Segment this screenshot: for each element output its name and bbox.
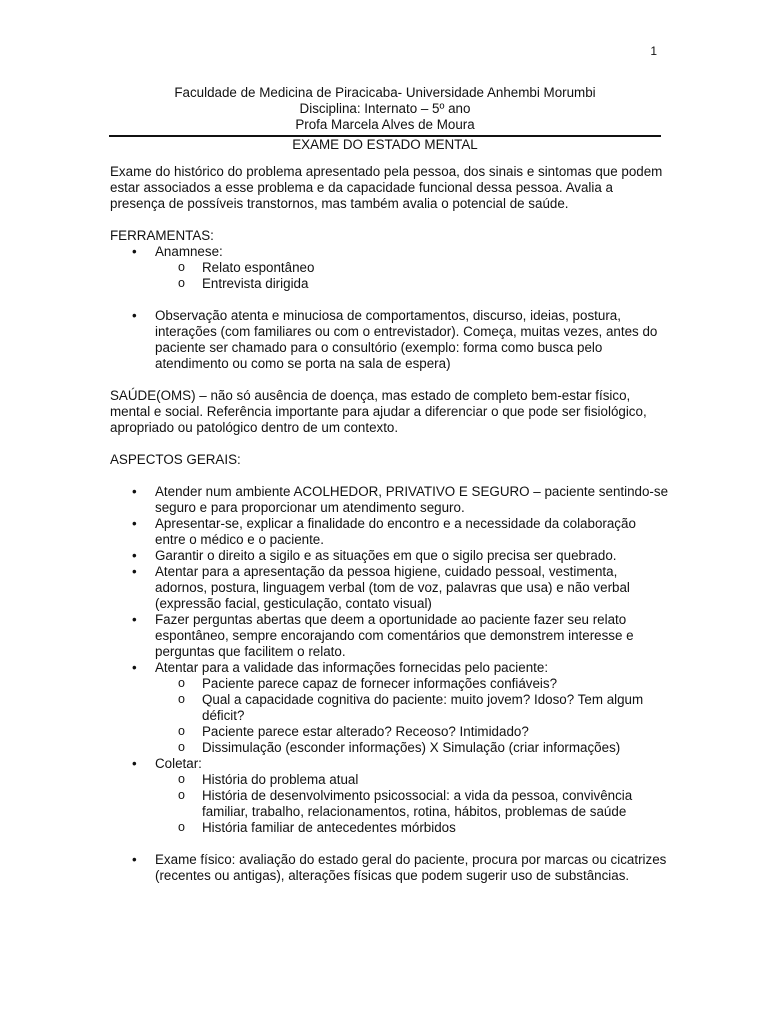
aspectos-heading: ASPECTOS GERAIS: [110, 452, 241, 467]
aspectos-list [110, 484, 670, 836]
sub-list-item: o História do problema atual [155, 772, 670, 788]
list-item: • Atentar para a apresentação da pessoa higiene, cuidado pessoal, vestimenta, adornos, postura, linguagem verbal (tom de voz, palavras que usa) e não verbal (expressão facial, gesticulação, contato visual) [110, 564, 670, 612]
validade-label: Atentar para a validade das informações fornecidas pelo paciente: [155, 660, 549, 675]
list-item: • Apresentar-se, explicar a finalidade do encontro e a necessidade da colaboração entre o médico e o paciente. [110, 516, 670, 548]
observacao-list [110, 308, 670, 372]
list-item: • Observação atenta e minuciosa de comportamentos, discurso, ideias, postura, interações (com familiares ou com o entrevistador). Começa, muitas vezes, antes do paciente ser chamado para o consultório (exemplo: forma como busca pelo atendimento ou como se porta na sala de espera) [110, 308, 670, 372]
page-number: 1 [650, 44, 657, 58]
sub-list-item: o História de desenvolvimento psicossocial: a vida da pessoa, convivência familiar, trabalho, relacionamentos, rotina, hábitos, problemas de saúde [155, 788, 670, 820]
institution-line: Faculdade de Medicina de Piracicaba- Universidade Anhembi Morumbi [174, 85, 596, 100]
list-item [110, 244, 670, 292]
document-header [110, 85, 660, 153]
professor-line: Profa Marcela Alves de Moura [295, 117, 475, 132]
coletar-sublist [155, 772, 670, 836]
coletar-label: Coletar: [155, 756, 202, 771]
validade-sublist [155, 676, 670, 756]
sub-list-item: o Paciente parece capaz de fornecer informações confiáveis? [155, 676, 670, 692]
sub-list-item: o Dissimulação (esconder informações) X Simulação (criar informações) [155, 740, 670, 756]
intro-paragraph: Exame do histórico do problema apresentado pela pessoa, dos sinais e sintomas que podem estar associados a esse problema e da capacidade funcional dessa pessoa. Avalia a presença de possíveis transtornos, mas também avalia o potencial de saúde. [110, 164, 663, 211]
list-item [110, 756, 670, 836]
sub-list-item: o Entrevista dirigida [155, 276, 670, 292]
list-item: • Garantir o direito a sigilo e as situações em que o sigilo precisa ser quebrado. [110, 548, 670, 564]
document-body [110, 164, 670, 884]
sub-list-item: o Relato espontâneo [155, 260, 670, 276]
list-item: • Atender num ambiente ACOLHEDOR, PRIVATIVO E SEGURO – paciente sentindo-se seguro e para proporcionar um atendimento seguro. [110, 484, 670, 516]
document-title: EXAME DO ESTADO MENTAL [292, 137, 478, 152]
anamnese-label: Anamnese: [155, 244, 223, 259]
ferramentas-list [110, 244, 670, 292]
anamnese-sublist [155, 260, 670, 292]
list-item: • Exame físico: avaliação do estado geral do paciente, procura por marcas ou cicatrizes (recentes ou antigas), alterações físicas que podem sugerir uso de substâncias. [110, 852, 670, 884]
sub-list-item: o Paciente parece estar alterado? Receoso? Intimidado? [155, 724, 670, 740]
sub-list-item: o História familiar de antecedentes mórbidos [155, 820, 670, 836]
discipline-line: Disciplina: Internato – 5º ano [299, 101, 471, 116]
list-item: • Fazer perguntas abertas que deem a oportunidade ao paciente fazer seu relato espontâneo, sempre encorajando com comentários que demonstrem interesse e perguntas que facilitem o relato. [110, 612, 670, 660]
list-item [110, 660, 670, 756]
saude-paragraph: SAÚDE(OMS) – não só ausência de doença, mas estado de completo bem-estar físico, mental e social. Referência importante para ajudar a diferenciar o que pode ser fisiológico, apropriado ou patológico dentro de um contexto. [110, 388, 647, 435]
exame-fisico-list [110, 852, 670, 884]
sub-list-item: o Qual a capacidade cognitiva do paciente: muito jovem? Idoso? Tem algum déficit? [155, 692, 670, 724]
ferramentas-heading: FERRAMENTAS: [110, 228, 214, 243]
